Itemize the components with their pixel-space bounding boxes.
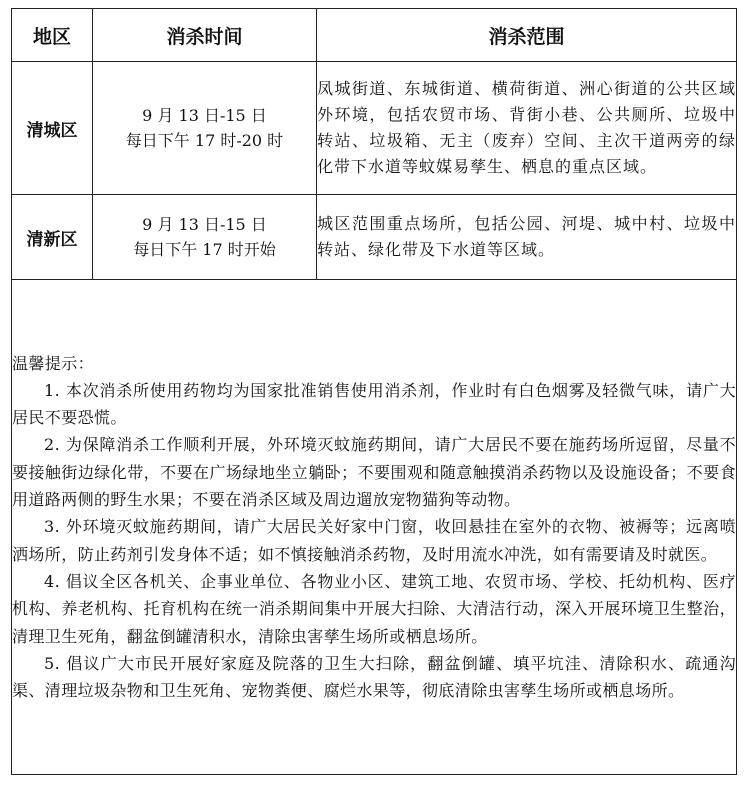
tips-cell	[12, 280, 737, 775]
scope-cell: 城区范围重点场所，包括公园、河堤、城中村、垃圾中转站、绿化带及下水道等区域。	[317, 195, 737, 280]
tip-item: 4. 倡议全区各机关、企事业单位、各物业小区、建筑工地、农贸市场、学校、托幼机构、医疗机构、养老机构、托育机构在统一消杀期间集中开展大扫除、大清洁行动，深入开展环境卫生整治，清理卫生死角，翻盆倒罐清积水，清除虫害孳生场所或栖息场所。	[12, 571, 736, 646]
table-row	[12, 195, 737, 280]
disinfection-schedule-table	[11, 8, 737, 775]
header-region: 地区	[12, 9, 93, 62]
tip-item: 1. 本次消杀所使用药物均为国家批准销售使用消杀剂，作业时有白色烟雾及轻微气味，请广大居民不要恐慌。	[12, 380, 736, 428]
table-header-row	[12, 9, 737, 62]
tip-item: 3. 外环境灭蚊施药期间，请广大居民关好家中门窗，收回悬挂在室外的衣物、被褥等；远离喷洒场所，防止药剂引发身体不适；如不慎接触消杀药物，及时用流水冲洗，如有需要请及时就医。	[12, 517, 736, 564]
time-date-range: 9 月 13 日-15 日	[142, 106, 267, 125]
time-cell	[93, 195, 317, 280]
tip-item: 2. 为保障消杀工作顺利开展，外环境灭蚊施药期间，请广大居民不要在施药场所逗留，尽量不要接触街边绿化带，不要在广场绿地坐立躺卧；不要围观和随意触摸消杀药物以及设施设备；不要食用道路两侧的野生水果；不要在消杀区域及周边遛放宠物猫狗等动物。	[12, 435, 736, 510]
time-date-range: 9 月 13 日-15 日	[142, 215, 267, 234]
tips-row	[12, 280, 737, 775]
scope-cell: 凤城街道、东城街道、横荷街道、洲心街道的公共区域外环境，包括农贸市场、背街小巷、公共厕所、垃圾中转站、垃圾箱、无主（废弃）空间、主次干道两旁的绿化带下水道等蚊媒易孳生、栖息的重点区域。	[317, 62, 737, 195]
time-daily-hours: 每日下午 17 时-20 时	[125, 131, 284, 150]
time-daily-hours: 每日下午 17 时开始	[133, 240, 276, 259]
tip-item: 5. 倡议广大市民开展好家庭及院落的卫生大扫除，翻盆倒罐、填平坑洼、清除积水、疏通沟渠、清理垃圾杂物和卫生死角、宠物粪便、腐烂水果等，彻底清除虫害孳生场所或栖息场所。	[12, 653, 736, 701]
region-cell: 清城区	[12, 62, 93, 195]
header-scope: 消杀范围	[317, 9, 737, 62]
region-cell: 清新区	[12, 195, 93, 280]
header-time: 消杀时间	[93, 9, 317, 62]
tips-title: 温馨提示：	[12, 353, 95, 373]
time-cell	[93, 62, 317, 195]
table-row	[12, 62, 737, 195]
